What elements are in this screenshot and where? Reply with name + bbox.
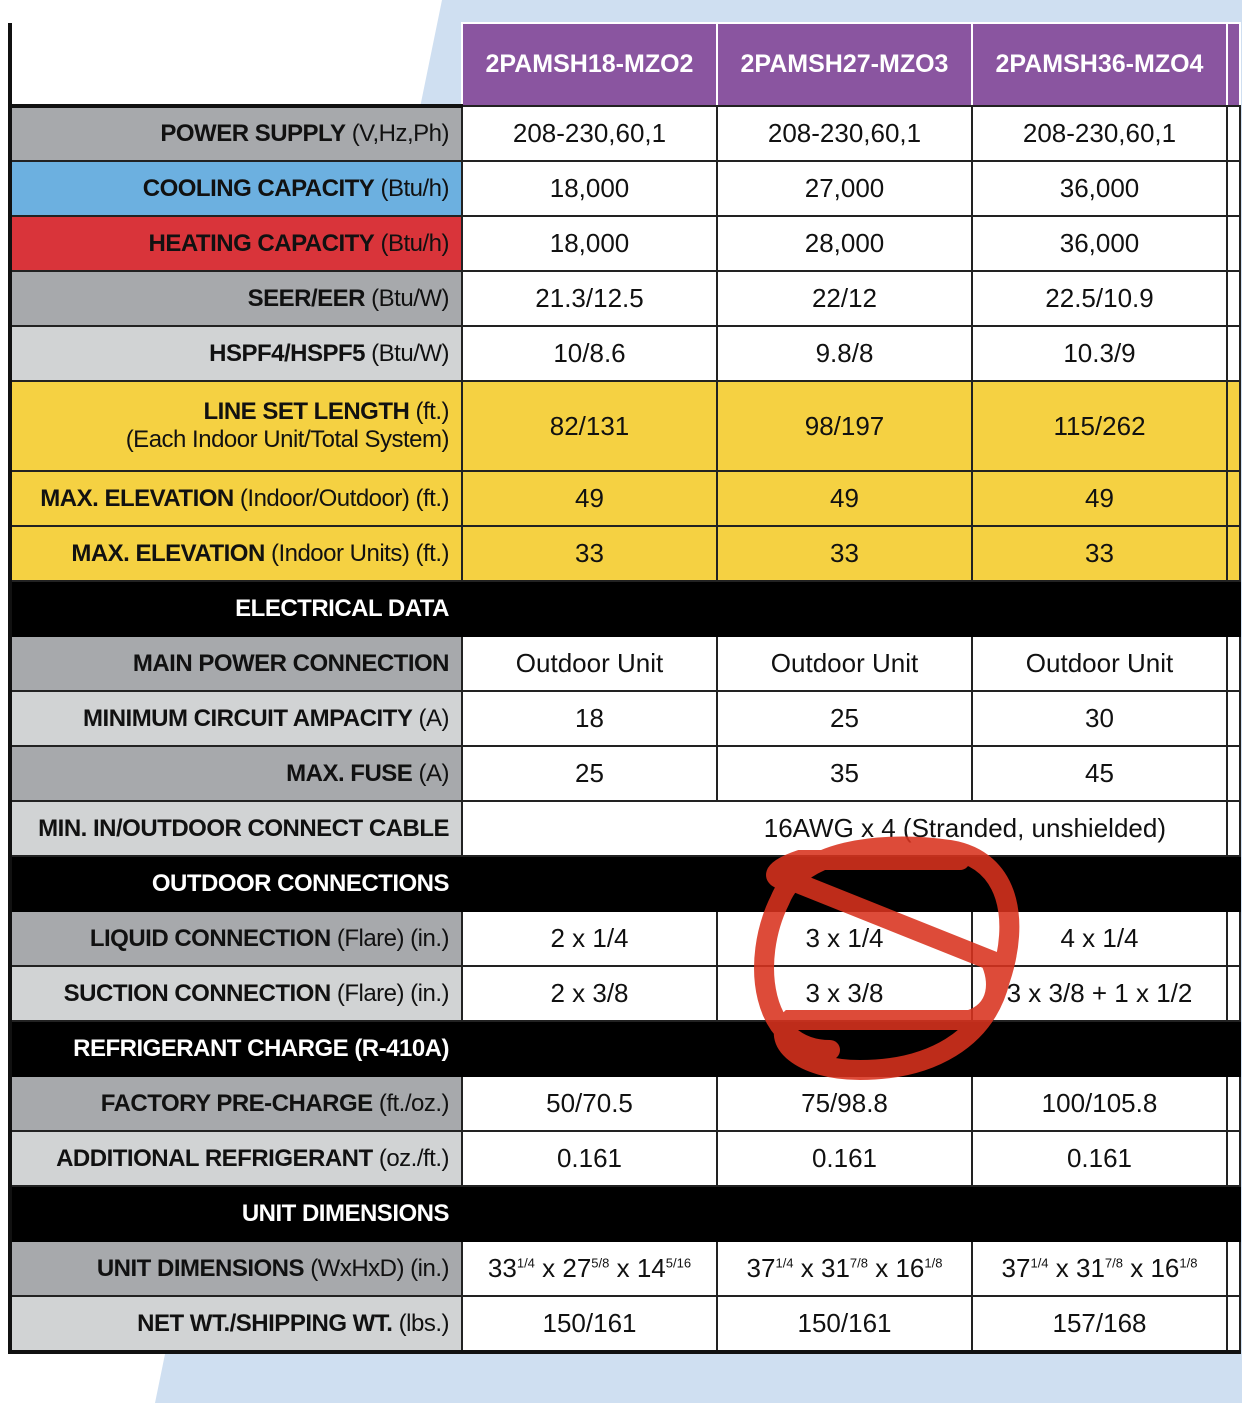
dim-fraction: 5/16 [665, 1255, 692, 1271]
dim-fraction: 1/4 [1030, 1255, 1049, 1271]
dim-fraction: 7/8 [1104, 1255, 1123, 1271]
cell-value: 28,000 [717, 216, 972, 271]
row-label-unit: (lbs.) [398, 1309, 449, 1337]
dim-whole: 33 [487, 1253, 517, 1283]
row-label [10, 381, 462, 471]
section-fill [462, 1021, 1227, 1076]
cell-value: 150/161 [717, 1296, 972, 1352]
table-row [10, 216, 1240, 271]
cell-value: 36,000 [972, 161, 1227, 216]
dim-whole: 16 [1150, 1253, 1180, 1283]
partial-column [1227, 966, 1240, 1021]
cell-value: Outdoor Unit [462, 636, 717, 691]
partial-column [1227, 691, 1240, 746]
dim-whole: 14 [636, 1253, 666, 1283]
section-fill [462, 1186, 1227, 1241]
table-row [10, 746, 1240, 801]
cell-value: 45 [972, 746, 1227, 801]
row-label [10, 746, 462, 801]
row-label [10, 581, 462, 636]
row-label [10, 1296, 462, 1352]
cell-dimensions: $33^{1/4}$ x $27^{5/8}$ x $14^{5/16}$ [462, 1241, 717, 1296]
spec-table [8, 22, 1241, 1354]
cell-value: 33 [462, 526, 717, 581]
row-label-bold: REFRIGERANT CHARGE [73, 1034, 349, 1062]
cell-value: 30 [972, 691, 1227, 746]
partial-column [1227, 856, 1240, 911]
partial-column [1227, 381, 1240, 471]
cell-value: 10/8.6 [462, 326, 717, 381]
partial-column [1227, 1241, 1240, 1296]
partial-column [1227, 1296, 1240, 1352]
row-label [10, 856, 462, 911]
row-label-unit: (WxHxD) (in.) [310, 1254, 449, 1282]
table-row [10, 1241, 1240, 1296]
partial-column [1227, 801, 1240, 856]
cell-value: 4 x 1/4 [972, 911, 1227, 966]
cell-value: 18,000 [462, 161, 717, 216]
row-label-bold: SEER/EER [247, 284, 365, 312]
table-row [10, 966, 1240, 1021]
row-label-bold: UNIT DIMENSIONS [241, 1199, 449, 1227]
dim-fraction: 7/8 [849, 1255, 868, 1271]
cell-value: 25 [717, 691, 972, 746]
table-row [10, 911, 1240, 966]
row-label [10, 691, 462, 746]
cell-dimensions: $37^{1/4}$ x $31^{7/8}$ x $16^{1/8}$ [717, 1241, 972, 1296]
dim-fraction: 1/4 [775, 1255, 794, 1271]
row-label-unit: (Flare) (in.) [336, 924, 449, 952]
table-row [10, 271, 1240, 326]
partial-column [1227, 911, 1240, 966]
row-label-bold: COOLING CAPACITY [142, 174, 375, 202]
cell-value: 2 x 1/4 [462, 911, 717, 966]
cell-value: 157/168 [972, 1296, 1227, 1352]
dim-whole: 37 [746, 1253, 776, 1283]
cell-value: 18 [462, 691, 717, 746]
row-label-bold: MIN. IN/OUTDOOR CONNECT CABLE [38, 814, 449, 842]
partial-column [1227, 216, 1240, 271]
header-row [10, 23, 1240, 106]
dim-fraction: 1/8 [1179, 1255, 1198, 1271]
table-row [10, 1296, 1240, 1352]
row-label-unit: (Btu/h) [380, 174, 449, 202]
row-label-bold: HSPF4/HSPF5 [209, 339, 365, 367]
cell-value: 33 [717, 526, 972, 581]
table-row [10, 691, 1240, 746]
cell-value: 22/12 [717, 271, 972, 326]
dim-fraction: 5/8 [591, 1255, 610, 1271]
table-row [10, 326, 1240, 381]
dim-whole: 16 [895, 1253, 925, 1283]
cell-value: 50/70.5 [462, 1076, 717, 1131]
cell-value: 49 [717, 471, 972, 526]
cell-value-span: 16AWG x 4 (Stranded, unshielded) [462, 801, 1227, 856]
row-label [10, 161, 462, 216]
cell-value: 100/105.8 [972, 1076, 1227, 1131]
dim-whole: 37 [1001, 1253, 1031, 1283]
cell-value: 75/98.8 [717, 1076, 972, 1131]
table-row [10, 526, 1240, 581]
cell-value: 18,000 [462, 216, 717, 271]
dim-whole: 27 [562, 1253, 592, 1283]
row-label [10, 216, 462, 271]
row-label-bold: MAIN POWER CONNECTION [132, 649, 449, 677]
row-label [10, 526, 462, 581]
cell-value: 25 [462, 746, 717, 801]
cell-value: 150/161 [462, 1296, 717, 1352]
table-row [10, 856, 1240, 911]
row-label [10, 471, 462, 526]
partial-column [1227, 1021, 1240, 1076]
row-label-unit: (A) [418, 759, 449, 787]
cell-value: 3 x 3/8 + 1 x 1/2 [972, 966, 1227, 1021]
dim-fraction: 1/4 [516, 1255, 535, 1271]
table-row [10, 1021, 1240, 1076]
partial-column [1227, 526, 1240, 581]
table-row [10, 471, 1240, 526]
partial-column [1227, 581, 1240, 636]
row-label-unit: (Btu/W) [371, 339, 449, 367]
partial-column [1227, 23, 1240, 106]
cell-value: 22.5/10.9 [972, 271, 1227, 326]
row-label-bold: ELECTRICAL DATA [235, 594, 449, 622]
table-row [10, 636, 1240, 691]
row-label-bold: FACTORY PRE-CHARGE [100, 1089, 373, 1117]
row-label [10, 106, 462, 161]
partial-column [1227, 161, 1240, 216]
cell-value: 208-230,60,1 [972, 106, 1227, 161]
row-label [10, 1131, 462, 1186]
cell-value: Outdoor Unit [972, 636, 1227, 691]
partial-column [1227, 746, 1240, 801]
row-label-bold: MAX. ELEVATION [71, 539, 265, 567]
row-label-bold: MINIMUM CIRCUIT AMPACITY [83, 704, 413, 732]
row-label-bold: LINE SET LENGTH [203, 398, 410, 425]
table-row [10, 381, 1240, 471]
table-row [10, 581, 1240, 636]
cell-value: 0.161 [972, 1131, 1227, 1186]
partial-column [1227, 1131, 1240, 1186]
row-label-unit: (ft.) [415, 398, 449, 425]
cell-value: 49 [972, 471, 1227, 526]
partial-column [1227, 271, 1240, 326]
row-label [10, 271, 462, 326]
partial-column [1227, 1076, 1240, 1131]
table-row [10, 1076, 1240, 1131]
cell-value: 33 [972, 526, 1227, 581]
row-label [10, 801, 462, 856]
row-label-unit: (Indoor Units) (ft.) [270, 539, 449, 567]
row-label [10, 1186, 462, 1241]
cell-value: 9.8/8 [717, 326, 972, 381]
section-fill [462, 581, 1227, 636]
blank-corner [10, 23, 462, 106]
row-label-bold: SUCTION CONNECTION [63, 979, 331, 1007]
dim-fraction: 1/8 [924, 1255, 943, 1271]
row-label [10, 1241, 462, 1296]
cell-value: 10.3/9 [972, 326, 1227, 381]
table-row [10, 161, 1240, 216]
cell-value: 0.161 [462, 1131, 717, 1186]
cell-value: 82/131 [462, 381, 717, 471]
row-label [10, 326, 462, 381]
cell-value: 21.3/12.5 [462, 271, 717, 326]
table-row [10, 801, 1240, 856]
cell-value: 208-230,60,1 [717, 106, 972, 161]
row-label [10, 636, 462, 691]
cell-value: 2 x 3/8 [462, 966, 717, 1021]
row-label-bold: MAX. ELEVATION [40, 484, 234, 512]
partial-column [1227, 636, 1240, 691]
partial-column [1227, 471, 1240, 526]
row-label-bold: HEATING CAPACITY [148, 229, 375, 257]
cell-value: Outdoor Unit [717, 636, 972, 691]
row-label-unit: (Btu/h) [380, 229, 449, 257]
row-label-bold: UNIT DIMENSIONS [96, 1254, 305, 1282]
dim-whole: 31 [821, 1253, 850, 1283]
dim-whole: 31 [1076, 1253, 1105, 1283]
row-label-unit: (Flare) (in.) [336, 979, 449, 1007]
table-row [10, 1186, 1240, 1241]
partial-column [1227, 106, 1240, 161]
cell-value: 115/262 [972, 381, 1227, 471]
row-label-unit: (Btu/W) [371, 284, 449, 312]
row-label-bold: LIQUID CONNECTION [89, 924, 331, 952]
model-header: 2PAMSH27-MZO3 [717, 23, 972, 106]
row-label-unit: (A) [418, 704, 449, 732]
cell-value: 27,000 [717, 161, 972, 216]
row-label-bold: NET WT./SHIPPING WT. [137, 1309, 393, 1337]
section-fill [462, 856, 1227, 911]
row-label-unit: (Indoor/Outdoor) (ft.) [239, 484, 449, 512]
row-label [10, 1021, 462, 1076]
row-label [10, 1076, 462, 1131]
table-row [10, 106, 1240, 161]
row-label-bold: POWER SUPPLY [160, 120, 346, 147]
cell-value: 3 x 3/8 [717, 966, 972, 1021]
cell-dimensions: $37^{1/4}$ x $31^{7/8}$ x $16^{1/8}$ [972, 1241, 1227, 1296]
cell-value: 49 [462, 471, 717, 526]
cell-value: 3 x 1/4 [717, 911, 972, 966]
row-label-unit: (oz./ft.) [378, 1144, 449, 1172]
partial-column [1227, 326, 1240, 381]
model-header: 2PAMSH36-MZO4 [972, 23, 1227, 106]
model-header: 2PAMSH18-MZO2 [462, 23, 717, 106]
row-label-unit: (R-410A) [354, 1034, 449, 1062]
cell-value: 35 [717, 746, 972, 801]
row-label [10, 966, 462, 1021]
row-label-sub: (Each Indoor Unit/Total System) [125, 426, 449, 453]
cell-value: 36,000 [972, 216, 1227, 271]
partial-column [1227, 1186, 1240, 1241]
cell-value: 208-230,60,1 [462, 106, 717, 161]
row-label-bold: MAX. FUSE [286, 759, 413, 787]
row-label-bold: OUTDOOR CONNECTIONS [151, 869, 449, 897]
row-label-unit: (ft./oz.) [378, 1089, 449, 1117]
cell-value: 98/197 [717, 381, 972, 471]
table-row [10, 1131, 1240, 1186]
row-label-unit: (V,Hz,Ph) [351, 120, 449, 147]
row-label [10, 911, 462, 966]
cell-value: 0.161 [717, 1131, 972, 1186]
row-label-bold: ADDITIONAL REFRIGERANT [56, 1144, 373, 1172]
